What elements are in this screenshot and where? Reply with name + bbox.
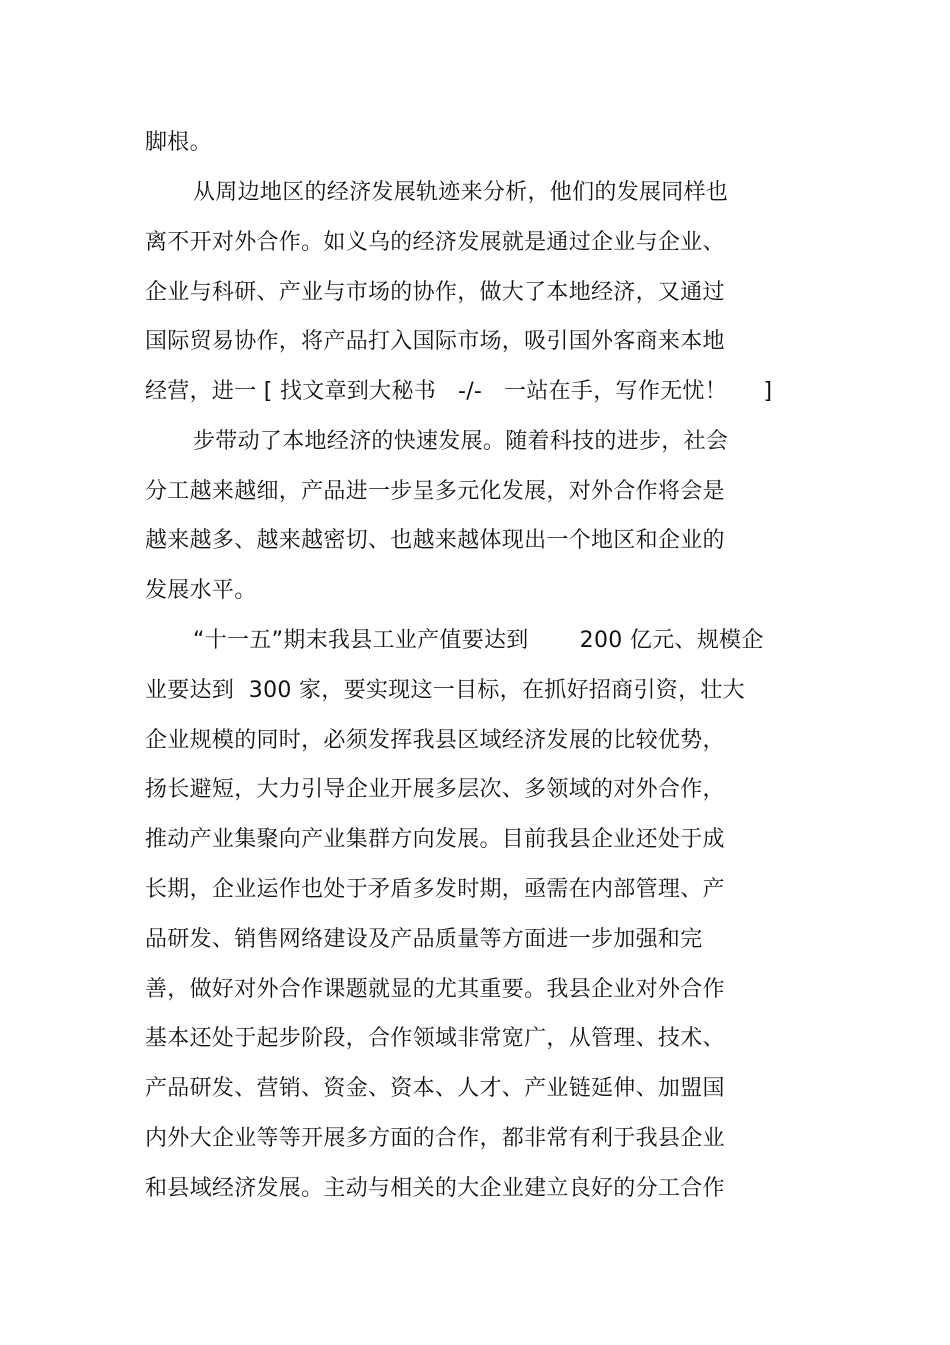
text-line: 分工越来越细，产品进一步呈多元化发展，对外合作将会是 (145, 479, 725, 504)
text-line: 长期，企业运作也处于矛盾多发时期，亟需在内部管理、产 (145, 877, 725, 902)
text-line: 企业与科研、产业与市场的协作，做大了本地经济，又通过 (145, 280, 725, 305)
paragraph-first-line: 从周边地区的经济发展轨迹来分析，他们的发展同样也 (193, 180, 729, 205)
text-line: 越来越多、越来越密切、也越来越体现出一个地区和企业的 (145, 528, 725, 553)
text-line: 基本还处于起步阶段，合作领域非常宽广，从管理、技术、 (145, 1026, 725, 1051)
text-line: 推动产业集聚向产业集群方向发展。目前我县企业还处于成 (145, 827, 725, 852)
text-line: 和县域经济发展。主动与相关的大企业建立良好的分工合作 (145, 1176, 725, 1201)
text-line: 离不开对外合作。如义乌的经济发展就是通过企业与企业、 (145, 230, 725, 255)
text-line-with-watermark: 经营，进一 [ 找文章到大秘书 -/- 一站在手，写作无忧！ ] (145, 379, 773, 404)
text-line: 业要达到 300 家，要实现这一目标，在抓好招商引资，壮大 (145, 678, 745, 703)
text-line: 产品研发、营销、资金、资本、人才、产业链延伸、加盟国 (145, 1076, 725, 1101)
text-line: 脚根。 (145, 130, 212, 155)
text-line: 善，做好对外合作课题就显的尤其重要。我县企业对外合作 (145, 977, 725, 1002)
text-line: 内外大企业等等开展多方面的合作，都非常有利于我县企业 (145, 1126, 725, 1151)
text-line: 国际贸易协作，将产品打入国际市场，吸引国外客商来本地 (145, 329, 725, 354)
text-line: 扬长避短，大力引导企业开展多层次、多领域的对外合作， (145, 777, 725, 802)
paragraph-first-line: “十一五”期末我县工业产值要达到 200 亿元、规模企 (193, 628, 764, 653)
text-line: 企业规模的同时，必须发挥我县区域经济发展的比较优势， (145, 728, 725, 753)
text-line: 品研发、销售网络建设及产品质量等方面进一步加强和完 (145, 927, 703, 952)
text-line: 发展水平。 (145, 578, 257, 603)
paragraph-first-line: 步带动了本地经济的快速发展。随着科技的进步，社会 (193, 429, 729, 454)
